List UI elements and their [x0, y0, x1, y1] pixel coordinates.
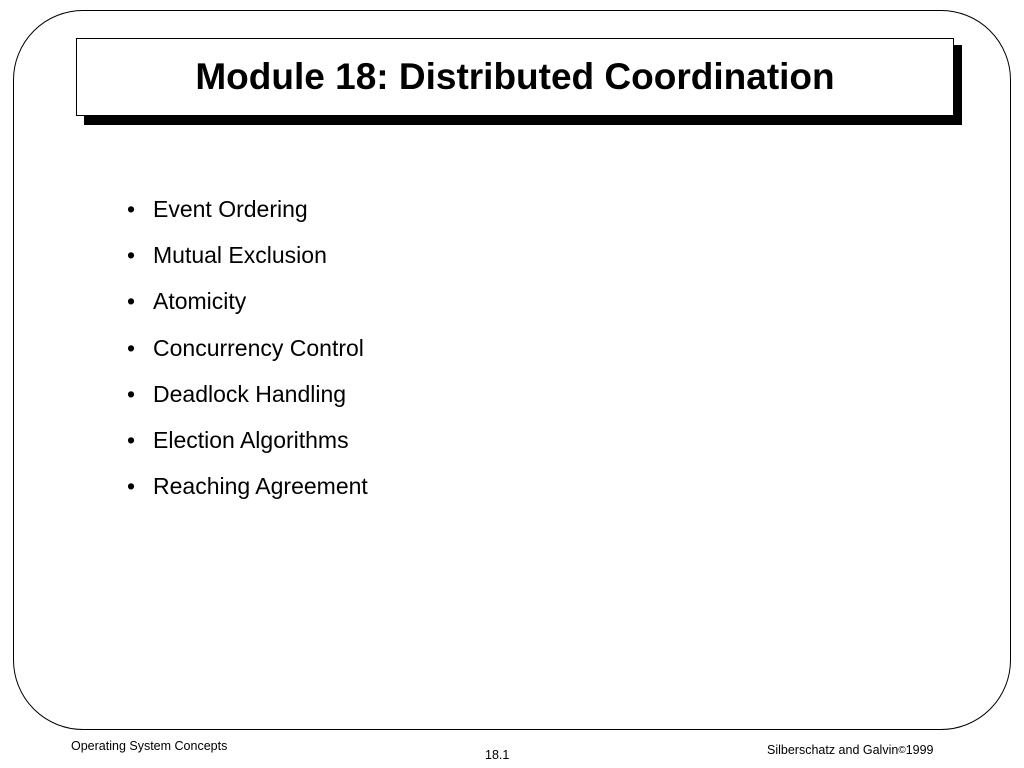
- list-item: [127, 427, 368, 473]
- footer-course-title: Operating System Concepts: [71, 739, 228, 753]
- bullet-label: Deadlock Handling: [153, 380, 347, 407]
- list-item: [127, 242, 368, 288]
- footer-authors: Silberschatz and Galvin: [767, 743, 899, 757]
- bullet-label: Atomicity: [153, 288, 247, 315]
- list-item: [127, 473, 368, 519]
- bullet-label: Reaching Agreement: [153, 473, 368, 500]
- bullet-icon: •: [127, 426, 136, 453]
- list-item: [127, 381, 368, 427]
- bullet-icon: •: [127, 473, 136, 500]
- bullet-label: Event Ordering: [153, 196, 308, 222]
- copyright-icon: ©: [898, 745, 906, 756]
- bullet-list: [127, 196, 368, 519]
- footer-copyright: [767, 743, 934, 757]
- bullet-icon: •: [127, 242, 136, 269]
- bullet-icon: •: [127, 288, 136, 315]
- footer-year: 1999: [905, 743, 934, 757]
- bullet-icon: •: [127, 334, 136, 361]
- bullet-label: Concurrency Control: [153, 334, 364, 361]
- bullet-label: Mutual Exclusion: [153, 242, 327, 269]
- footer-page-number: 18.1: [485, 748, 510, 762]
- slide-title: Module 18: Distributed Coordination: [195, 56, 835, 97]
- bullet-icon: •: [127, 196, 136, 222]
- list-item: [127, 196, 368, 242]
- title-box: [76, 38, 954, 116]
- bullet-icon: •: [127, 380, 136, 407]
- bullet-label: Election Algorithms: [153, 426, 349, 453]
- list-item: [127, 335, 368, 381]
- list-item: [127, 288, 368, 334]
